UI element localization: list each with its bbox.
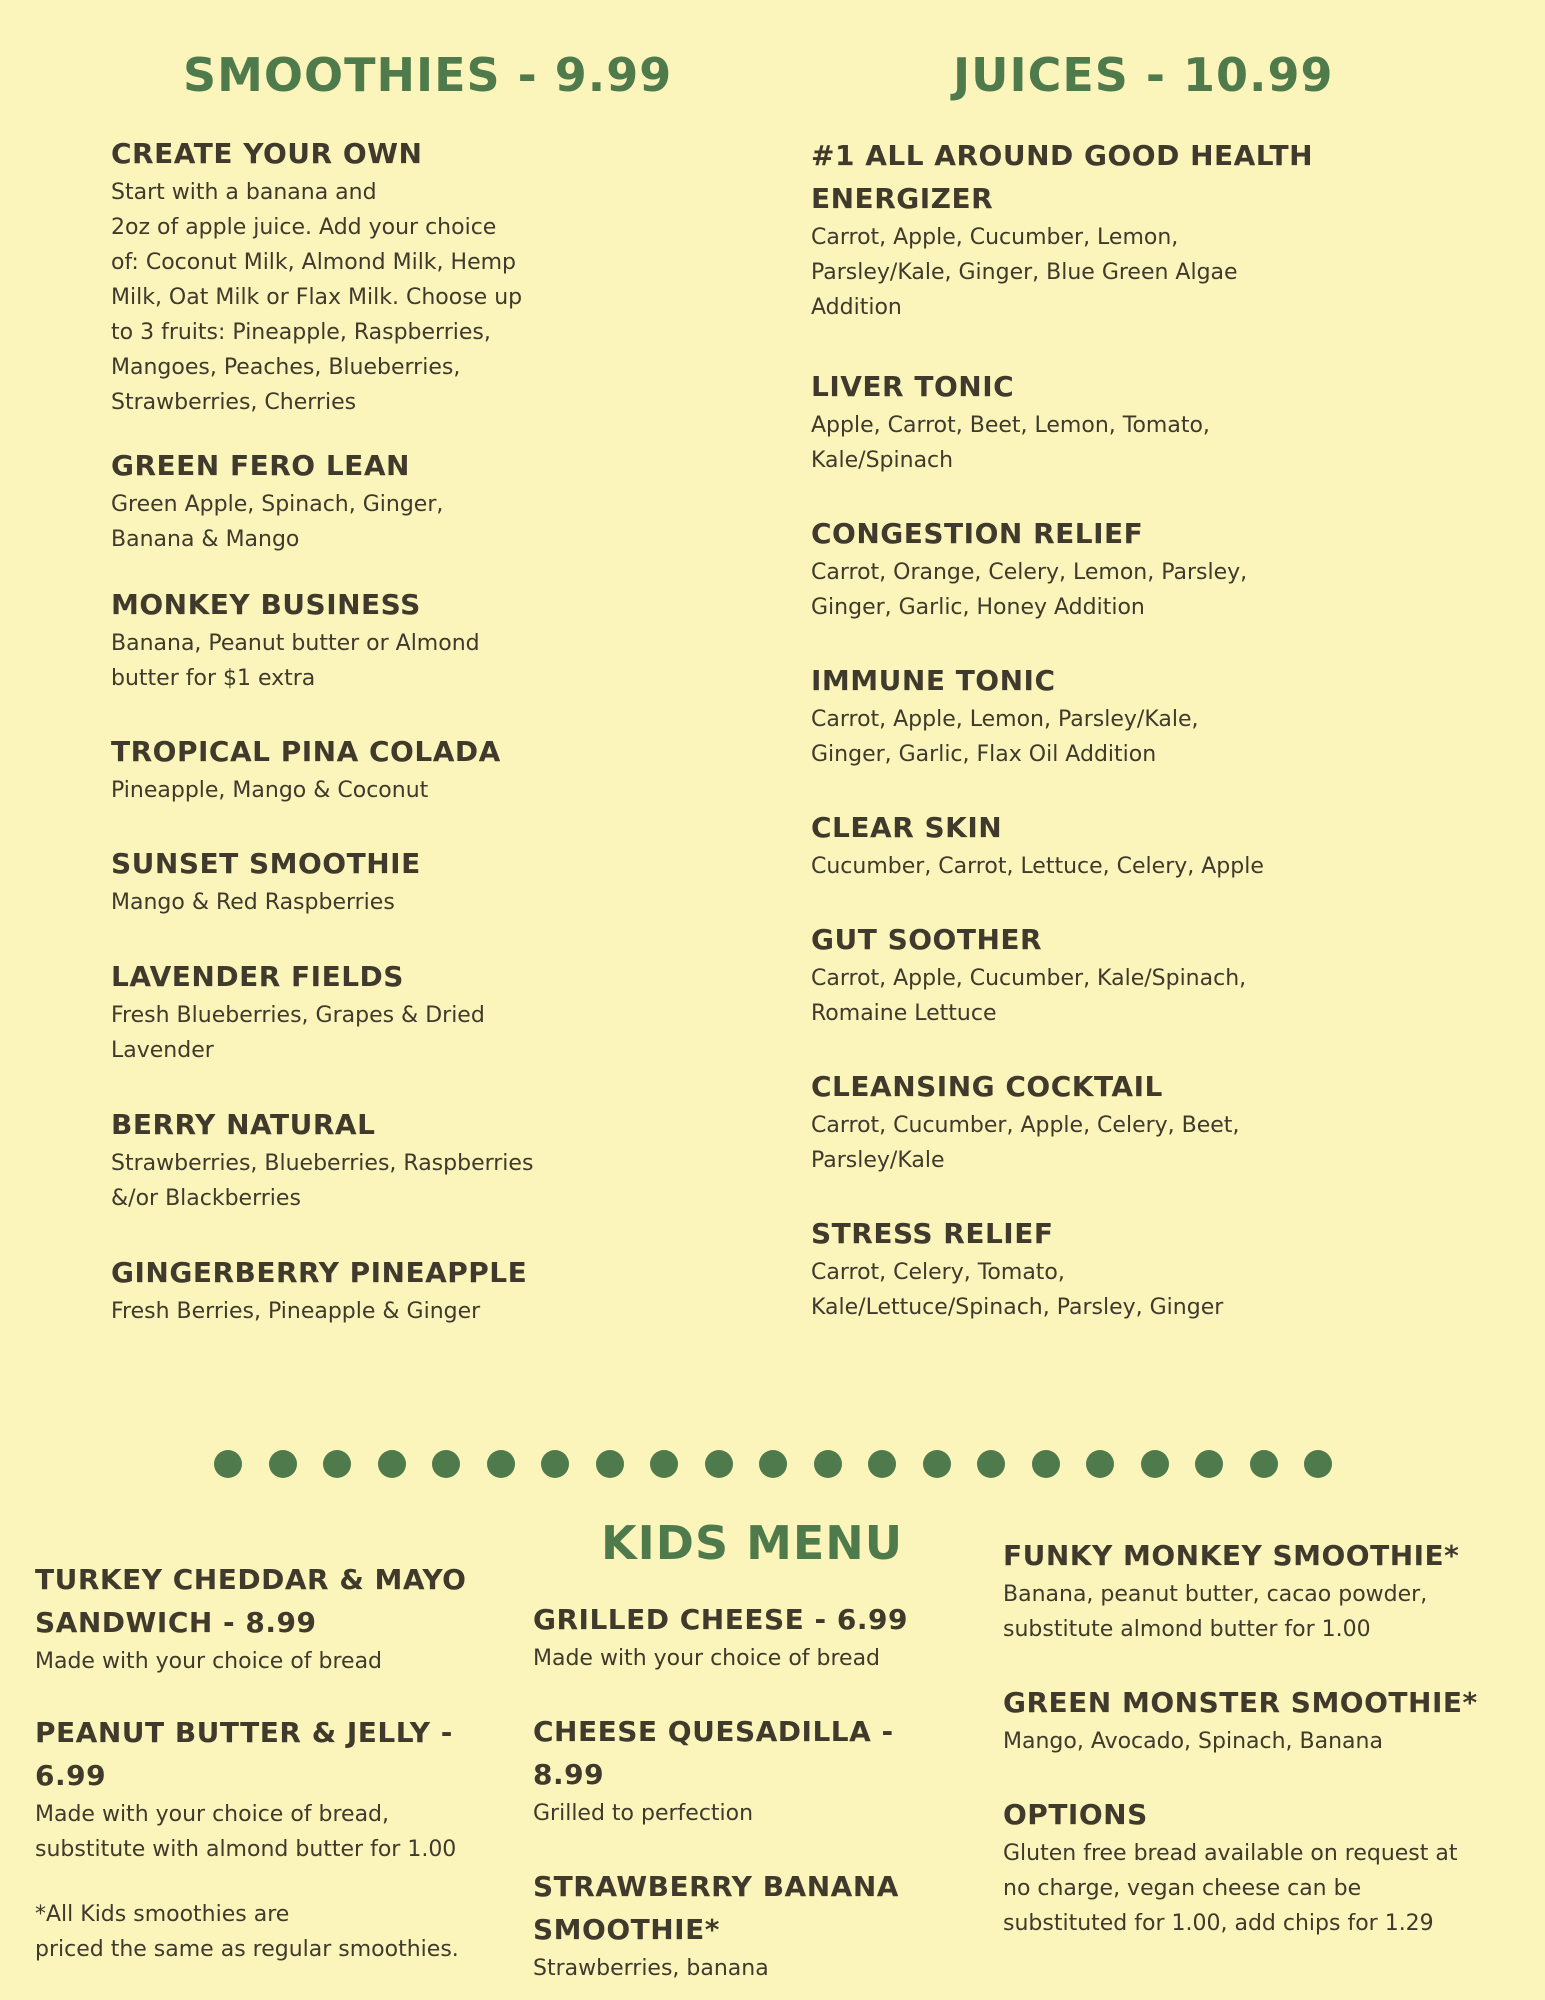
item-name: STRAWBERRY BANANA SMOOTHIE* [533,1870,899,1946]
item-description: Fresh Blueberries, Grapes & Dried Lavender [111,1003,485,1063]
divider-dot [650,1450,678,1478]
item-name: GUT SOOTHER [811,923,1043,956]
menu-item [111,1103,671,1216]
menu-item [811,806,1371,884]
item-name: CLEANSING COCKTAIL [811,1070,1163,1103]
item-name: CREATE YOUR OWN [111,137,423,170]
item-name: STRESS RELIEF [811,1217,1054,1250]
item-description: Carrot, Cucumber, Apple, Celery, Beet, Parsley/Kale [811,1113,1240,1173]
menu-item [533,1865,973,1986]
item-name: GRILLED CHEESE - 6.99 [533,1603,908,1636]
item-name: GINGERBERRY PINEAPPLE [111,1256,528,1289]
item-name: BERRY NATURAL [111,1108,376,1141]
divider-dot [214,1450,242,1478]
menu-item [35,1558,515,1679]
item-name: PEANUT BUTTER & JELLY - 6.99 [35,1716,453,1792]
dot-divider [214,1450,1332,1478]
item-name: IMMUNE TONIC [811,664,1056,697]
divider-dot [269,1450,297,1478]
divider-dot [1250,1450,1278,1478]
menu-item [1003,1534,1533,1647]
item-name: CONGESTION RELIEF [811,517,1144,550]
menu-item [811,134,1371,325]
menu-item [1003,1681,1533,1759]
item-description: Carrot, Apple, Cucumber, Lemon, Parsley/Kale, Ginger, Blue Green Algae Addition [811,225,1238,320]
divider-dot [1086,1450,1114,1478]
divider-dot [432,1450,460,1478]
menu-item [811,1065,1371,1178]
menu-item [811,918,1371,1031]
divider-dot [323,1450,351,1478]
item-description: Banana, Peanut butter or Almond butter for $1 extra [111,631,480,691]
item-description: Gluten free bread available on request at no charge, vegan cheese can be substituted for 1.00, add chips for 1.29 [1003,1841,1458,1936]
smoothies-list [111,132,671,1369]
divider-dot [596,1450,624,1478]
divider-dot [923,1450,951,1478]
item-name: MONKEY BUSINESS [111,588,421,621]
item-description: Apple, Carrot, Beet, Lemon, Tomato, Kale/Spinach [811,413,1210,473]
item-name: TURKEY CHEDDAR & MAYO SANDWICH - 8.99 [35,1563,467,1639]
kids-menu-title: KIDS MENU [601,1516,904,1570]
item-description: Fresh Berries, Pineapple & Ginger [111,1299,481,1324]
menu-item [111,842,671,920]
item-description: Mango, Avocado, Spinach, Banana [1003,1729,1383,1754]
item-description: Pineapple, Mango & Coconut [111,778,429,803]
divider-dot [487,1450,515,1478]
kids-smoothie-note: *All Kids smoothies are priced the same as regular smoothies. [35,1902,459,1962]
divider-dot [977,1450,1005,1478]
menu-item [533,1710,973,1831]
item-name: LAVENDER FIELDS [111,960,404,993]
menu-item [811,365,1371,478]
menu-item [111,955,671,1068]
item-name: FUNKY MONKEY SMOOTHIE* [1003,1539,1460,1572]
menu-item [111,444,671,557]
item-name: OPTIONS [1003,1798,1148,1831]
juices-title: JUICES - 10.99 [953,48,1334,102]
item-description: Carrot, Apple, Lemon, Parsley/Kale, Ginger, Garlic, Flax Oil Addition [811,707,1199,767]
divider-dot [868,1450,896,1478]
kids-left-column [35,1558,515,1967]
item-name: GREEN FERO LEAN [111,449,410,482]
item-description: Strawberries, banana [533,1956,769,1981]
item-description: Strawberries, Blueberries, Raspberries &/or Blackberries [111,1151,534,1211]
menu-item [811,512,1371,625]
menu-item [111,1251,671,1329]
menu-item [111,730,671,808]
item-name: GREEN MONSTER SMOOTHIE* [1003,1686,1478,1719]
divider-dot [705,1450,733,1478]
item-name: #1 ALL AROUND GOOD HEALTH ENERGIZER [811,139,1314,215]
menu-item [533,1598,973,1676]
smoothies-title: SMOOTHIES - 9.99 [183,48,673,102]
divider-dot [1195,1450,1223,1478]
item-description: Carrot, Orange, Celery, Lemon, Parsley, Ginger, Garlic, Honey Addition [811,560,1248,620]
item-name: SUNSET SMOOTHIE [111,847,421,880]
menu-item [1003,1793,1533,1941]
kids-right-column [1003,1534,1533,1981]
item-description: Mango & Red Raspberries [111,890,395,915]
menu-item [111,583,671,696]
item-name: CLEAR SKIN [811,811,1003,844]
kids-middle-column [533,1598,973,2000]
item-description: Banana, peanut butter, cacao powder, substitute almond butter for 1.00 [1003,1582,1428,1642]
menu-item [111,132,671,420]
divider-dot [1032,1450,1060,1478]
item-description: Cucumber, Carrot, Lettuce, Celery, Apple [811,854,1264,879]
divider-dot [541,1450,569,1478]
item-description: Made with your choice of bread [533,1646,881,1671]
item-name: LIVER TONIC [811,370,1015,403]
juices-list [811,134,1371,1365]
divider-dot [814,1450,842,1478]
item-description: Green Apple, Spinach, Ginger, Banana & Mango [111,492,444,552]
item-description: Carrot, Apple, Cucumber, Kale/Spinach, Romaine Lettuce [811,966,1247,1026]
item-description: Made with your choice of bread, substitute with almond butter for 1.00 [35,1802,457,1862]
menu-item [35,1711,515,1867]
item-description: Start with a banana and 2oz of apple juice. Add your choice of: Coconut Milk, Almond Milk, Hemp Milk, Oat Milk or Flax Milk. Choose up to 3 fruits: Pineapple, Raspberries, Mangoes, Peaches, Blueberries, Strawberries, Cherries [111,180,523,415]
item-name: CHEESE QUESADILLA - 8.99 [533,1715,894,1791]
divider-dot [1304,1450,1332,1478]
divider-dot [759,1450,787,1478]
divider-dot [1141,1450,1169,1478]
item-description: Made with your choice of bread [35,1649,383,1674]
item-description: Carrot, Celery, Tomato, Kale/Lettuce/Spinach, Parsley, Ginger [811,1260,1224,1320]
item-name: TROPICAL PINA COLADA [111,735,501,768]
divider-dot [378,1450,406,1478]
menu-item [811,659,1371,772]
item-description: Grilled to perfection [533,1801,754,1826]
menu-item [811,1212,1371,1325]
